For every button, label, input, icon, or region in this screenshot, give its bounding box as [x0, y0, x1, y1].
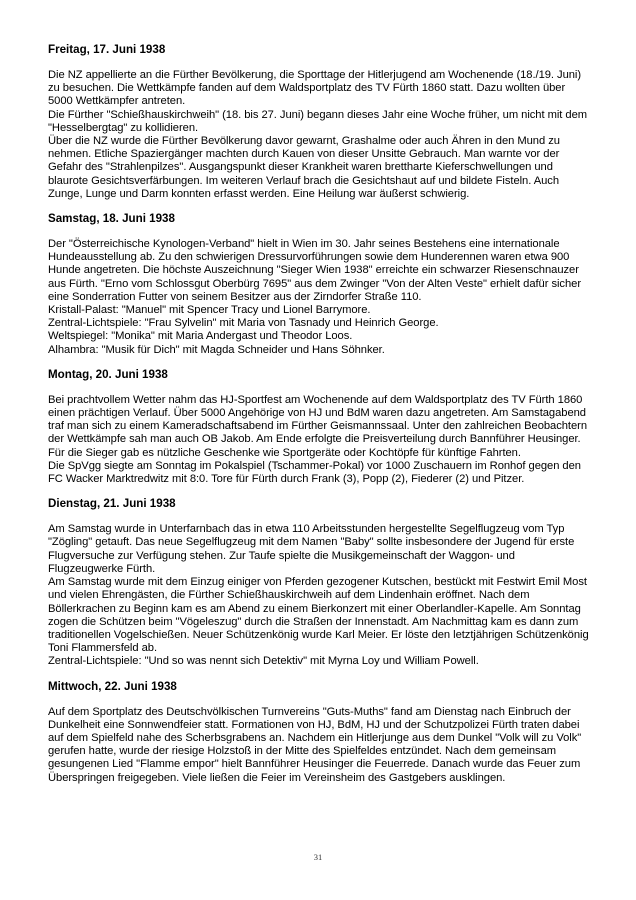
entry-monday-20-june	[48, 367, 592, 486]
paragraph: Die Fürther "Schießhauskirchweih" (18. bis 27. Juni) begann dieses Jahr eine Woche früher, um nicht mit dem "Hesselbergtag" zu kollidieren.	[48, 108, 588, 134]
entry-tuesday-21-june	[48, 496, 592, 668]
cinema-listing: Zentral-Lichtspiele: "Und so was nennt sich Detektiv" mit Myrna Loy und William Powell.	[48, 655, 479, 668]
cinema-listing: Alhambra: "Musik für Dich" mit Magda Schneider und Hans Söhnker.	[48, 343, 385, 356]
paragraph: Die NZ appellierte an die Fürther Bevölkerung, die Sporttage der Hitlerjugend am Wochenende (18./19. Juni) zu besuchen. Die Wettkämpfe fanden auf dem Waldsportplatz des TV Fürth 1860 statt. Dazu wollten über 5000 Wettkämpfer antreten.	[48, 69, 582, 108]
entry-date-heading: Freitag, 17. Juni 1938	[48, 43, 166, 56]
cinema-listing: Kristall-Palast: "Manuel" mit Spencer Tracy und Lionel Barrymore.	[48, 304, 371, 317]
entry-date-heading: Samstag, 18. Juni 1938	[48, 212, 175, 226]
entry-date-heading: Montag, 20. Juni 1938	[48, 367, 168, 381]
paragraph: Über die NZ wurde die Fürther Bevölkerung davor gewarnt, Grashalme oder auch Ähren in den Mund zu nehmen. Etliche Spaziergänger machten durch Kauen von dieser Unsitte Gebrauch. Man warnte vor der Gefahr des "Strahlenpilzes". Ausgangspunkt dieser Krankheit waren brettharte Kieferschwellungen und blaurote Gesichtsverfärbungen. Im weiteren Verlauf brach die Gesichtshaut auf und bildete Fisteln. Auch Zunge, Lunge und Darm konnten erfasst werden. Eine Heilung war äußerst schwierig.	[48, 135, 560, 200]
entry-saturday-18-june	[48, 211, 592, 357]
cinema-listing: Zentral-Lichtspiele: "Frau Sylvelin" mit Maria von Tasnady und Heinrich George.	[48, 317, 439, 330]
paragraph: Auf dem Sportplatz des Deutschvölkischen Turnvereins "Guts-Muths" fand am Dienstag nach Einbruch der Dunkelheit eine Sonnwendfeier statt. Formationen von HJ, BdM, HJ und der Schutzpolizei Fürth traten dabei auf dem Spielfeld nahe des Scherbsgrabens an. Nachdem ein Hitlerjunge aus dem Dunkel "Volk will zu Volk" gerufen hatte, wurde der riesige Holzstoß in der Mitte des Spielfeldes entzündet. Nach dem gemeinsam gesungenen Lied "Flamme empor" hielt Bannführer Heusinger die Feuerrede. Danach wurde das Feuer zum Überspringen freigegeben. Viele ließen die Feier im Vereinsheim des Gastgebers ausklingen.	[48, 705, 582, 784]
paragraph: Am Samstag wurde mit dem Einzug einiger von Pferden gezogener Kutschen, bestückt mit Festwirt Emil Most und vielen Ehrengästen, die Fürther Schießhauskirchweih auf dem Lindenhain eröffnet. Nach dem Böllerkrachen zu Beginn kam es am Abend zu einem Bierkonzert mit einer Oberlandler-Kapelle. Am Sonntag zogen die Schützen beim "Vögeleszug" durch die Straßen der Innenstadt. Am Nachmittag kam es dann zum traditionellen Vogelschießen. Neuer Schützenkönig wurde Karl Meier. Er löste den letztjährigen Schützenkönig Toni Flammersfeld ab.	[48, 576, 589, 655]
paragraph: Die SpVgg siegte am Sonntag im Pokalspiel (Tschammer-Pokal) vor 1000 Zuschauern im Ronhof gegen den FC Wacker Marktredwitz mit 8:0. Tore für Fürth durch Frank (3), Popp (2), Fiederer (2) und Pitzer.	[48, 459, 581, 486]
entry-date-heading: Dienstag, 21. Juni 1938	[48, 497, 176, 511]
entry-date-heading: Mittwoch, 22. Juni 1938	[48, 679, 177, 693]
entry-friday-17-june	[48, 42, 592, 201]
page-number: 31	[313, 852, 323, 862]
entry-wednesday-22-june	[48, 679, 592, 785]
paragraph: Am Samstag wurde in Unterfarnbach das in etwa 110 Arbeitsstunden hergestellte Segelflugzeug vom Typ "Zögling" getauft. Das neue Segelflugzeug mit dem Namen "Baby" sollte insbesondere der Jugend für erste Flugversuche zur Verfügung stehen. Zur Taufe spielte die Musikgemeinschaft der Waggon- und Flugzeugwerke Fürth.	[48, 523, 575, 575]
cinema-listing: Weltspiegel: "Monika" mit Maria Andergast und Theodor Loos.	[48, 330, 353, 343]
paragraph: Der "Österreichische Kynologen-Verband" hielt in Wien im 30. Jahr seines Bestehens eine internationale Hundeausstellung ab. Zu den schwierigen Dressurvorführungen sowie dem Hunderennen waren etwa 900 Hunde angetreten. Die höchste Auszeichnung "Sieger Wien 1938" erreichte ein schwarzer Riesenschnauzer aus Fürth. "Erno vom Schlossgut Oberbürg 7695" aus dem Zwinger "Von der Alten Veste" erhielt dafür sicher eine Sonderration Futter von seinem Besitzer aus der Zirndorfer Straße 110.	[48, 238, 582, 303]
paragraph: Bei prachtvollem Wetter nahm das HJ-Sportfest am Wochenende auf dem Waldsportplatz des TV Fürth 1860 einen prächtigen Verlauf. Über 5000 Angehörige von HJ und BdM waren dazu angetreten. Am Samstagabend traf man sich zu einem Kameradschaftsabend im Fürther Geismannssaal. Unter den zahlreichen Beobachtern der Wettkämpfe sah man auch OB Jakob. Am Ende erfolgte die Preisverteilung durch Bannführer Heusinger. Für die Sieger gab es nützliche Geschenke wie Sportgeräte oder Kochtöpfe für künftige Fahrten.	[48, 393, 588, 459]
